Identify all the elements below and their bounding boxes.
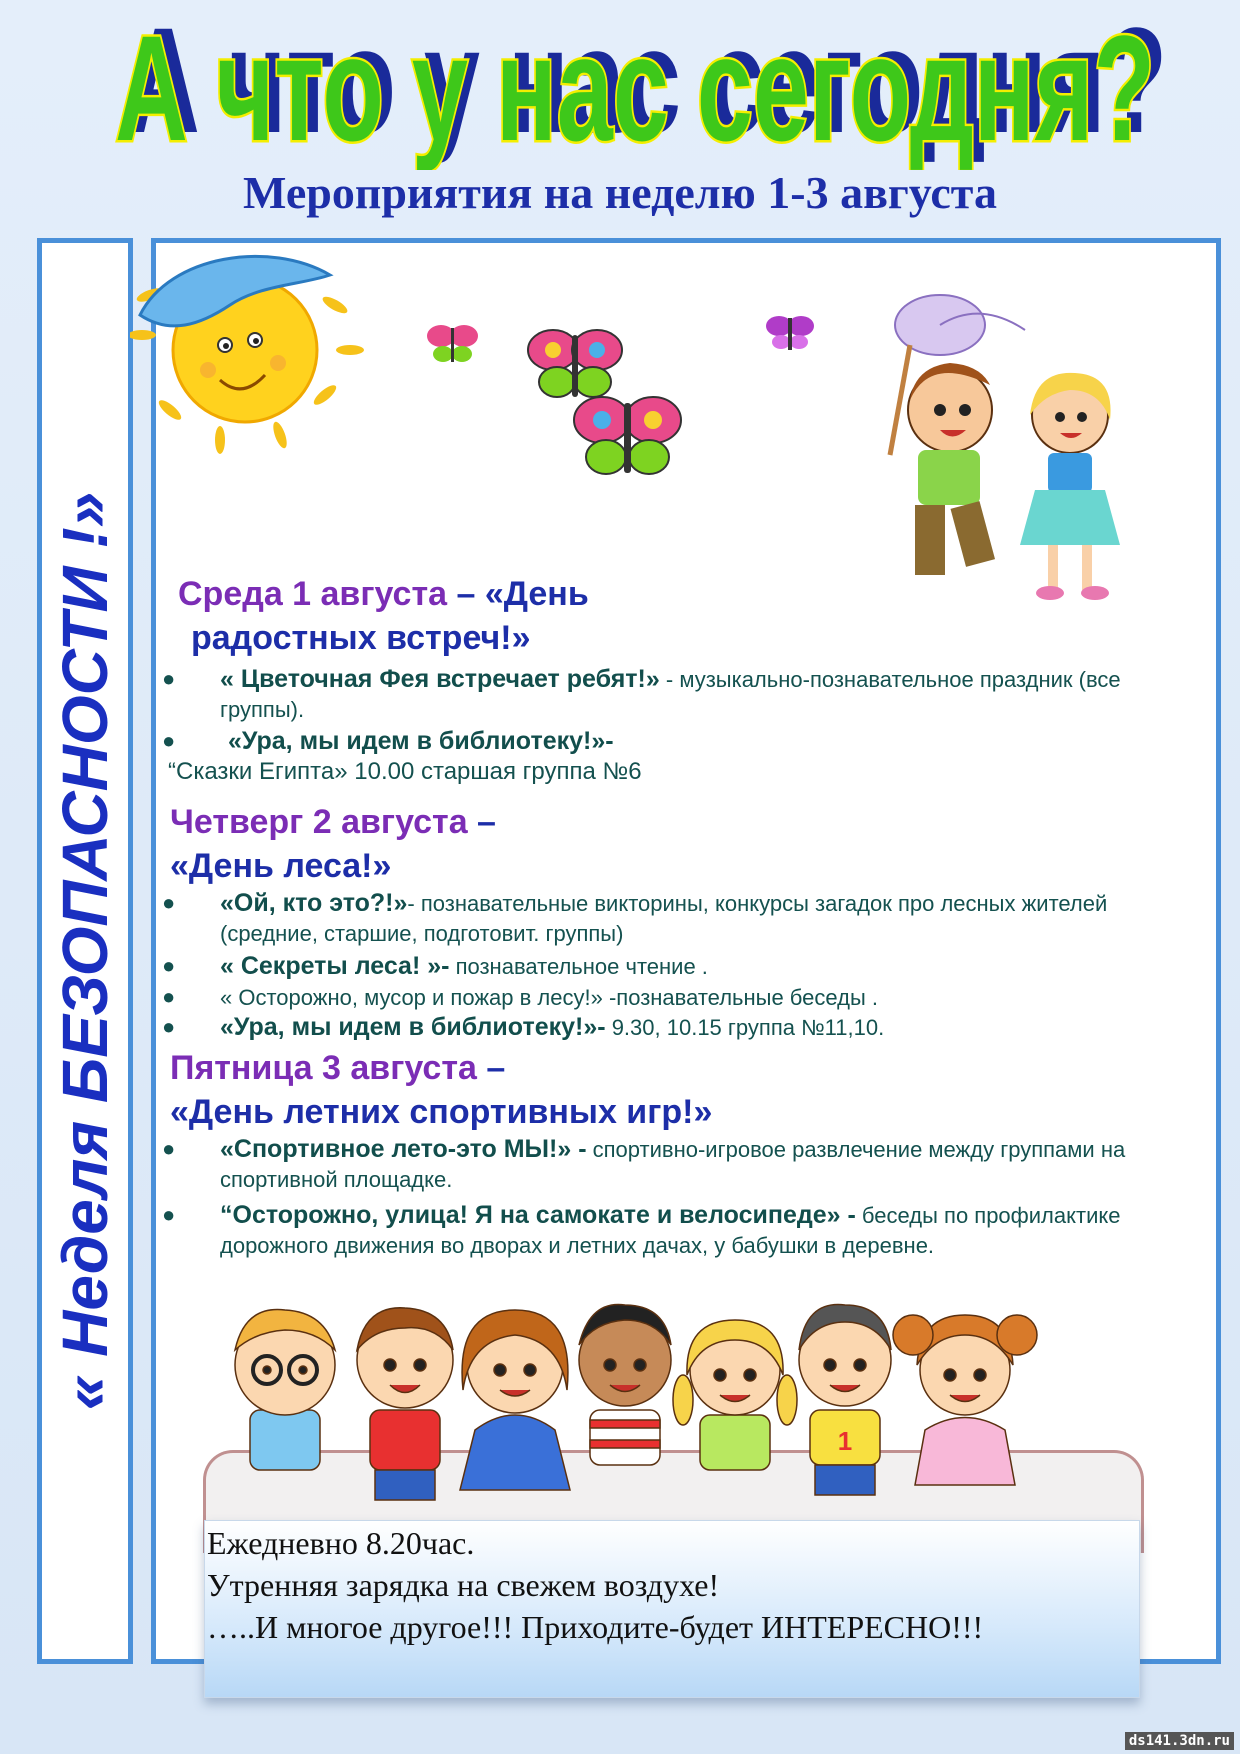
event-title: «Ой, кто это?!» — [220, 889, 408, 917]
event-description: познавательное чтение . — [449, 954, 708, 979]
event-description: спортивно-игровое развлечение между группами на спортивной площадке. — [220, 1137, 1126, 1192]
day1-heading — [178, 572, 589, 616]
day2-title-part2: «День леса!» — [170, 847, 392, 885]
event-title: «Ура, мы идем в библиотеку!»- — [220, 1013, 606, 1041]
day3-date: Пятница 3 августа — [170, 1049, 477, 1087]
big-title — [60, 0, 1200, 170]
side-banner — [37, 238, 133, 1664]
bullet-icon: ● — [162, 984, 176, 1009]
day3-title-part2: «День летних спортивных игр!» — [170, 1093, 713, 1131]
child-5 — [673, 1320, 797, 1470]
event-title: «Спортивное лето-это МЫ!» - — [220, 1135, 587, 1163]
day2-heading — [170, 800, 496, 844]
day3-heading — [170, 1046, 505, 1090]
day1-title-part2: радостных встреч!» — [191, 619, 531, 657]
butterfly-purple-icon — [765, 310, 815, 355]
sun-illustration — [130, 245, 390, 455]
child-6 — [799, 1305, 891, 1495]
event-title: « Секреты леса! »- — [220, 952, 450, 980]
day2-date: Четверг 2 августа — [170, 803, 468, 841]
subtitle: Мероприятия на неделю 1-3 августа — [243, 167, 997, 218]
daily-info-box — [204, 1520, 1140, 1698]
bullet-icon: ● — [162, 666, 176, 691]
child-1 — [235, 1310, 335, 1471]
children-with-net-illustration — [870, 285, 1150, 615]
daily-line-2: Утренняя зарядка на свежем воздухе! — [207, 1567, 720, 1603]
daily-line-3: …..И многое другое!!! Приходите-будет ИНТЕРЕСНО!!! — [207, 1609, 984, 1645]
day1-extra-line: “Сказки Египта» 10.00 старшая группа №6 — [168, 758, 642, 785]
svg-text:1: 1 — [837, 1426, 853, 1456]
child-7 — [893, 1315, 1037, 1485]
side-banner-text: « Неделя БЕЗОПАСНОСТИ !» — [49, 491, 121, 1411]
event-title: « Цветочная Фея встречает ребят!» — [220, 665, 660, 693]
bullet-icon: ● — [162, 728, 176, 753]
event-description: « Осторожно, мусор и пожар в лесу!» -познавательные беседы . — [220, 985, 879, 1010]
bullet-icon: ● — [162, 1014, 176, 1039]
day1-title-part1: – «День — [447, 575, 589, 613]
bullet-icon: ● — [162, 1136, 176, 1161]
children-row-illustration — [225, 1290, 1125, 1510]
butterfly-small-icon — [425, 318, 480, 368]
day1-date: Среда 1 августа — [178, 575, 448, 613]
event-description: беседы по профилактике дорожного движения во дворах и летних дачах, у бабушки в деревне. — [220, 1203, 1121, 1258]
bullet-icon: ● — [162, 890, 176, 915]
day2-title-part1: – — [467, 803, 496, 841]
event-description: - познавательные викторины, конкурсы загадок про лесных жителей (средние, старшие, подготовит. группы) — [220, 891, 1108, 946]
big-title-text: А что у нас сегодня? — [115, 4, 1155, 170]
day3-title-part1: – — [476, 1049, 506, 1087]
svg-text:А что у нас сегодня?: А что у нас сегодня? — [127, 0, 1167, 164]
child-2 — [357, 1308, 453, 1500]
butterfly-large-icon — [570, 385, 685, 485]
daily-line-1: Ежедневно 8.20час. — [207, 1525, 475, 1561]
event-description: - музыкально-познавательное праздник (все группы). — [220, 667, 1121, 722]
child-3 — [460, 1310, 570, 1490]
event-description: 9.30, 10.15 группа №11,10. — [605, 1015, 885, 1040]
bullet-icon: ● — [162, 1202, 176, 1227]
event-title: «Ура, мы идем в библиотеку!»- — [228, 727, 614, 755]
watermark: ds141.3dn.ru — [1125, 1732, 1234, 1750]
bullet-icon: ● — [162, 953, 176, 978]
event-title: “Осторожно, улица! Я на самокате и велосипеде» - — [220, 1201, 856, 1229]
child-4 — [579, 1305, 671, 1466]
